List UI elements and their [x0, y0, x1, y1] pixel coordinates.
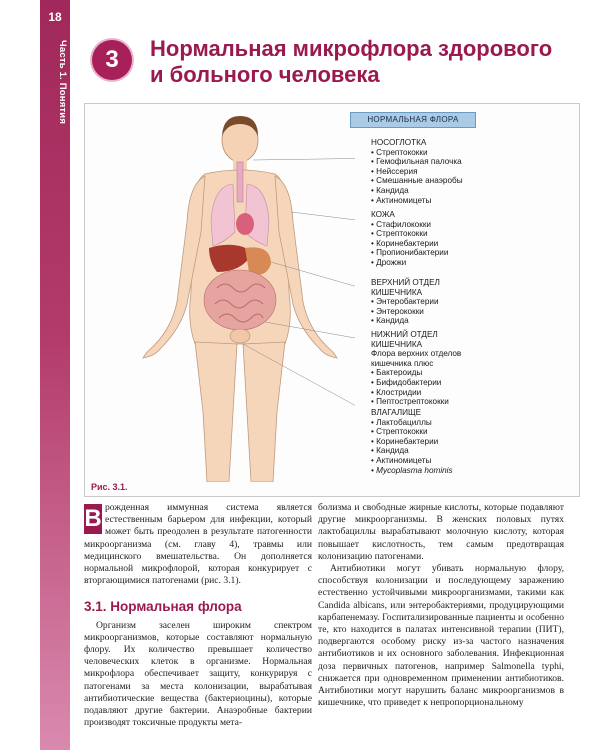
paragraph: Антибиотики могут убивать нормальную флору, способствуя колонизации и последующему заражению естественно устойчивыми микроорганизмами, такими как Candida albicans, или энтеробактериями, продуцирующими карбапенемазу. Госпитализированные пациенты и особенно те, кто находится в палатах интенсивной терапии (ПИТ), подвергаются особому риску из-за частого назначения антибиотиков и их основного заболевания. Инфекционная доза первичных патогенов, например Salmonella typhi, снижается при одновременном применении антибиотиков. Антибиотики могут нарушить баланс микроорганизмов в кишечнике, что приведет к непропорциональному: [318, 563, 564, 709]
text-column-left: [84, 502, 312, 729]
region-title: НИЖНИЙ ОТДЕЛ КИШЕЧНИКА: [371, 330, 438, 349]
trachea: [237, 162, 243, 202]
region-title: КОЖА: [371, 210, 395, 219]
region-item: • Коринебактерии: [371, 437, 453, 447]
region-item: • Стрептококки: [371, 427, 453, 437]
region-item: • Актиномицеты: [371, 196, 463, 206]
normal-flora-heading: НОРМАЛЬНАЯ ФЛОРА: [350, 112, 476, 128]
region-upper-intestine: [371, 278, 481, 326]
region-item: • Лактобациллы: [371, 418, 453, 428]
paragraph: Организм заселен широким спектром микроорганизмов, которые составляют нормальную флору. Их количество превышает количество человеческих клеток в организме. Нормальная микрофлора обеспечивает защиту, конкурируя с патогенами за места колонизации, вырабатывая антибиотические вещества (бактериоцины), которые подавляют другие бактерии. Анаэробные бактерии производят токсичные продукты мета-: [84, 619, 312, 729]
region-item: • Бифидобактерии: [371, 378, 483, 388]
page-number: 18: [48, 10, 62, 24]
part-label: Часть 1. Понятия: [57, 40, 68, 125]
region-item: • Пептострептококки: [371, 397, 483, 407]
dropcap: В: [84, 505, 102, 532]
region-skin: [371, 210, 448, 268]
region-item: • Стрептококки: [371, 229, 448, 239]
right-leg: [243, 342, 285, 482]
text-column-right: [318, 502, 564, 709]
region-item: • Mycoplasma hominis: [371, 466, 453, 476]
paragraph: болизма и свободные жирные кислоты, которые подавляют другие микроорганизмы. В женских половых путях лактобациллы вырабатывают молочную кислоту, которая повышает кислотность, тем самым предотвращая колонизацию патогенами.: [318, 502, 564, 562]
region-item: • Нейссерия: [371, 167, 463, 177]
figure-caption: Рис. 3.1.: [91, 482, 128, 492]
section-heading: 3.1. Нормальная флора: [84, 599, 242, 615]
region-item: • Дрожжи: [371, 258, 448, 268]
region-item: • Коринебактерии: [371, 239, 448, 249]
left-leg: [195, 342, 237, 482]
region-item: • Бактероиды: [371, 368, 483, 378]
region-item: • Смешанные анаэробы: [371, 176, 463, 186]
region-item: • Гемофильная палочка: [371, 157, 463, 167]
region-title: ВЕРХНИЙ ОТДЕЛ КИШЕЧНИКА: [371, 278, 440, 297]
region-nasopharynx: [371, 138, 463, 205]
region-item: • Клостридии: [371, 388, 483, 398]
region-item: • Стрептококки: [371, 148, 463, 158]
bladder: [230, 329, 250, 343]
region-item: • Кандида: [371, 186, 463, 196]
region-item: • Энтеробактерии: [371, 297, 481, 307]
region-title: ВЛАГАЛИЩЕ: [371, 408, 422, 417]
chapter-number-badge: 3: [92, 40, 132, 80]
region-subtitle: Флора верхних отделов кишечника плюс: [371, 349, 462, 368]
sidebar-band: [40, 0, 70, 750]
region-item: • Стафилококки: [371, 220, 448, 230]
region-item: • Кандида: [371, 316, 481, 326]
region-item: • Актиномицеты: [371, 456, 453, 466]
heart: [236, 213, 254, 235]
paragraph-intro: рожденная иммунная система является естественным барьером для инфекции, который может быть преодолен в результате патогенности микроорганизма (см. главу 4), травмы или медицинского вмешательства. Он дополняется нормальной микрофлорой, которая конкурирует с вторгающимися патогенами (рис. 3.1).: [84, 502, 312, 587]
region-lower-intestine: [371, 330, 483, 407]
region-title: НОСОГЛОТКА: [371, 138, 427, 147]
page-title: Нормальная микрофлора здорового и больного человека: [150, 36, 553, 87]
region-item: • Кандида: [371, 446, 453, 456]
figure-3-1: [84, 103, 580, 497]
region-item: • Энтерококки: [371, 307, 481, 317]
region-item: • Пропионибактерии: [371, 248, 448, 258]
region-vagina: [371, 408, 453, 475]
human-body-illustration: [125, 112, 355, 482]
